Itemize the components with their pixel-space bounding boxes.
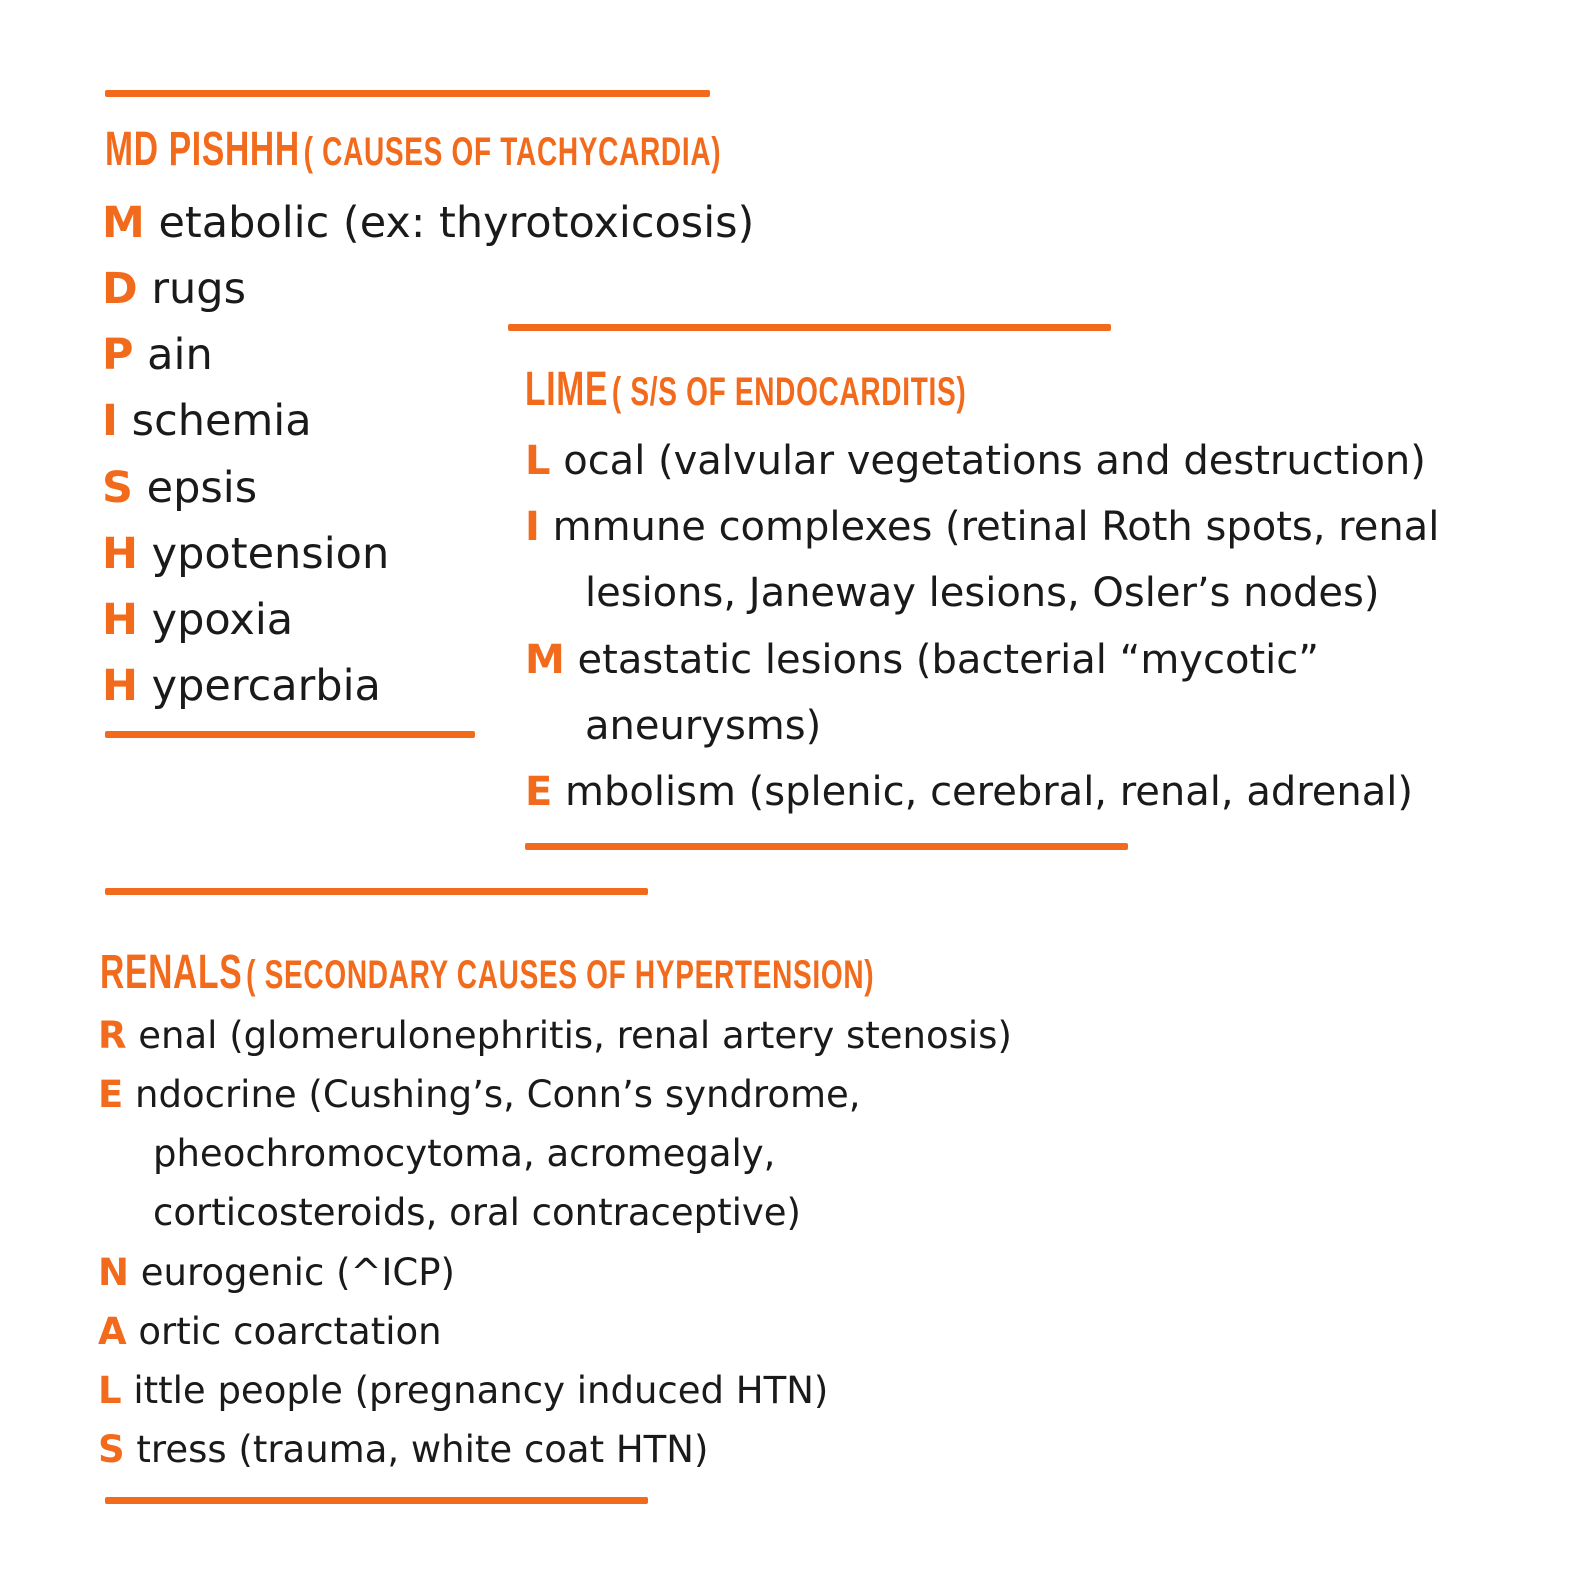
renals-item-letter: L (98, 1369, 122, 1412)
pishhh-item-hypoxia (102, 595, 293, 645)
pishhh-item-text: schemia (118, 396, 312, 446)
renals-item-little-people (98, 1369, 828, 1412)
renals-item-text: tress (trauma, white coat HTN) (124, 1428, 709, 1471)
lime-item-metastatic (525, 637, 1319, 683)
lime-item-letter: E (525, 769, 553, 815)
lime-item-embolism (525, 769, 1413, 815)
pishhh-item-hypotension (102, 529, 389, 579)
pishhh-item-text: ypercarbia (138, 661, 381, 711)
pishhh-title (105, 122, 721, 177)
pishhh-top-rule (105, 90, 710, 97)
renals-item-letter: S (98, 1428, 125, 1471)
pishhh-item-pain (102, 330, 213, 380)
renals-item-letter: R (98, 1014, 127, 1057)
lime-title-sub: ( S/S OF ENDOCARDITIS) (611, 370, 967, 414)
renals-title-main: RENALS (100, 946, 243, 999)
renals-item-neurogenic (98, 1251, 455, 1294)
pishhh-item-drugs (102, 264, 246, 314)
lime-item-metastatic-cont: aneurysms) (585, 703, 822, 749)
pishhh-title-sub: ( CAUSES OF TACHYCARDIA) (303, 130, 722, 174)
renals-item-text: ittle people (pregnancy induced HTN) (121, 1369, 829, 1412)
lime-item-letter: M (525, 637, 565, 683)
renals-item-letter: E (98, 1073, 124, 1116)
renals-title-sub: ( SECONDARY CAUSES OF HYPERTENSION) (246, 953, 875, 997)
renals-title (100, 945, 874, 1000)
pishhh-item-text: ain (133, 330, 213, 380)
renals-top-rule (105, 888, 648, 895)
pishhh-item-metabolic (102, 198, 754, 248)
renals-item-letter: N (98, 1251, 129, 1294)
renals-item-text: ortic coarctation (126, 1310, 442, 1353)
renals-bottom-rule (105, 1497, 648, 1504)
renals-item-text: ndocrine (Cushing’s, Conn’s syndrome, (123, 1073, 861, 1116)
pishhh-item-letter: I (102, 396, 118, 446)
lime-item-local (525, 438, 1426, 484)
lime-item-text: ocal (valvular vegetations and destruction) (550, 438, 1426, 484)
lime-title (525, 362, 966, 417)
lime-title-main: LIME (525, 363, 609, 416)
pishhh-item-letter: S (102, 463, 133, 513)
pishhh-item-letter: H (102, 661, 138, 711)
lime-item-immune (525, 504, 1439, 550)
pishhh-item-letter: H (102, 595, 138, 645)
pishhh-item-text: ypoxia (138, 595, 294, 645)
pishhh-item-ischemia (102, 396, 312, 446)
renals-item-aortic (98, 1310, 442, 1353)
pishhh-bottom-rule (105, 731, 475, 738)
renals-item-endocrine-cont: pheochromocytoma, acromegaly, (153, 1132, 776, 1175)
renals-item-text: eurogenic (^ICP) (128, 1251, 455, 1294)
lime-item-immune-cont: lesions, Janeway lesions, Osler’s nodes) (585, 570, 1380, 616)
pishhh-item-text: epsis (132, 463, 258, 513)
lime-item-letter: L (525, 438, 551, 484)
pishhh-item-letter: H (102, 529, 138, 579)
lime-item-text: etastatic lesions (bacterial “mycotic” (564, 637, 1319, 683)
lime-top-rule (508, 324, 1111, 331)
renals-item-letter: A (98, 1310, 127, 1353)
pishhh-item-hypercarbia (102, 661, 381, 711)
pishhh-item-sepsis (102, 463, 257, 513)
renals-item-text: enal (glomerulonephritis, renal artery stenosis) (126, 1014, 1012, 1057)
renals-item-endocrine (98, 1073, 861, 1116)
lime-bottom-rule (525, 843, 1128, 850)
lime-item-text: mbolism (splenic, cerebral, renal, adrenal) (552, 769, 1413, 815)
pishhh-item-letter: P (102, 330, 134, 380)
lime-item-letter: I (525, 504, 540, 550)
renals-item-renal (98, 1014, 1012, 1057)
pishhh-title-main: MD PISHHH (105, 123, 300, 176)
pishhh-item-text: etabolic (ex: thyrotoxicosis) (144, 198, 755, 248)
pishhh-item-letter: D (102, 264, 138, 314)
pishhh-item-text: rugs (137, 264, 247, 314)
lime-item-text: mmune complexes (retinal Roth spots, renal (539, 504, 1440, 550)
pishhh-item-letter: M (102, 198, 145, 248)
pishhh-item-text: ypotension (138, 529, 390, 579)
renals-item-endocrine-cont: corticosteroids, oral contraceptive) (153, 1191, 801, 1234)
renals-item-stress (98, 1428, 708, 1471)
